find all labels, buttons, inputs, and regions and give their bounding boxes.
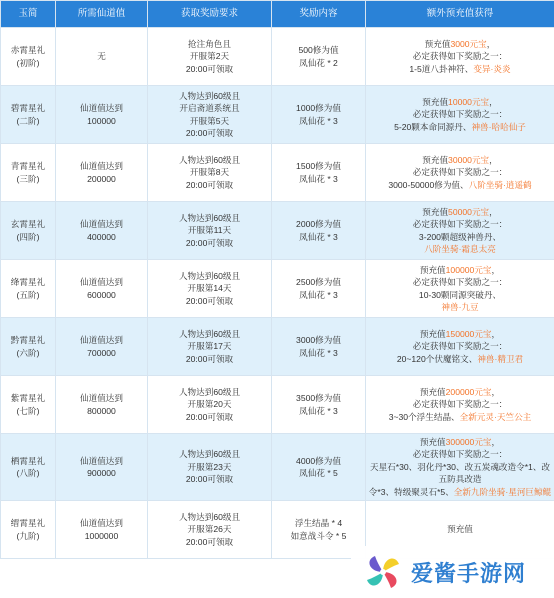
required-value-cell [56,202,148,260]
cell-line: (二阶) [16,115,40,126]
requirement-cell [148,260,272,318]
extra-prepay-cell [366,434,554,501]
extra-line [368,328,552,340]
table-row [1,86,554,144]
extra-line [368,276,552,288]
cell-line: 仙道值达到 [80,103,123,114]
table-row [1,28,554,86]
extra-line [368,411,552,423]
extra-text: 必定获得如下奖励之一： [412,109,508,120]
extra-text: ， [491,386,501,397]
extra-text: ， [491,436,501,447]
cell-line: 1000修为值 [296,103,341,114]
cell-line: 800000 [87,405,116,416]
cell-line: 开服第14天 [187,283,232,294]
cell-line: 凤仙花 * 2 [299,57,338,68]
cell-line: 3000修为值 [296,335,341,346]
highlight-text: 全新九阶坐骑·星河巨鲸鲲 [453,486,552,497]
cell-line: 仙道值达到 [80,393,123,404]
extra-line [368,96,552,108]
extra-line [368,218,552,230]
required-value-cell [56,318,148,376]
extra-text: 3~30个浮生结晶、 [388,411,460,422]
cell-line: 20:00可领取 [185,353,234,364]
extra-text: 预充值 [419,264,446,275]
extra-line [368,398,552,410]
cell-line: 栖霄星礼 [10,455,46,466]
cell-line: 开服第20天 [187,399,232,410]
cell-line: 凤仙花 * 3 [299,405,338,416]
extra-line [368,38,552,50]
extra-text: ， [489,96,498,107]
cell-line: 1500修为值 [296,161,341,172]
cell-line: 人物达到60级且 [178,270,241,281]
extra-text: 预充值 [419,328,446,339]
cell-line: 人物达到60级且 [178,386,241,397]
extra-line [368,486,552,498]
cell-line: 2500修为值 [296,277,341,288]
cell-line: 开服第2天 [189,51,230,62]
cell-line: 开服第26天 [187,524,232,535]
cell-line: (六阶) [16,347,40,358]
cell-line: 如意战斗令 * 5 [290,530,347,541]
cell-line: 500修为值 [298,45,339,56]
highlight-text: 30000元宝 [448,154,490,165]
cell-line: 凤仙花 * 3 [299,231,338,242]
highlight-text: 八阶坐骑·逍遥鹤 [468,179,532,190]
tier-name-cell [1,202,56,260]
extra-text: ， [491,328,501,339]
highlight-text: 150000元宝 [445,328,492,339]
highlight-text: 八阶坐骑·霜息太亮 [424,243,496,254]
cell-line: 开服第8天 [189,167,230,178]
cell-line: 20:00可领取 [185,63,234,74]
cell-line: 凤仙花 * 3 [299,173,338,184]
pinwheel-petal [383,558,399,572]
pinwheel-petal [383,572,397,588]
cell-line: (五阶) [16,289,40,300]
extra-text: 1-5道八卦神符、 [409,63,474,74]
cell-line: 玄霄星礼 [10,219,46,230]
highlight-text: 10000元宝 [448,96,490,107]
extra-text: 必定获得如下奖励之一： [412,341,508,352]
cell-line: 4000修为值 [296,455,341,466]
cell-line: 600000 [87,289,116,300]
cell-line: 仙道值达到 [80,335,123,346]
extra-line [368,179,552,191]
cell-line: 抢注角色且 [188,38,231,49]
highlight-text: 变异·炎炎 [473,63,511,74]
cell-line: 开启斋道系统且 [179,103,240,114]
highlight-text: 100000元宝 [445,264,492,275]
requirement-cell [148,202,272,260]
required-value-cell [56,144,148,202]
extra-text: 预充值 [447,524,473,535]
cell-line: 仙道值达到 [80,219,123,230]
cell-line: 20:00可领取 [185,237,234,248]
tier-name-cell [1,434,56,501]
cell-line: 碧霄星礼 [10,103,46,114]
extra-line [368,166,552,178]
extra-text: 预充值 [422,96,449,107]
site-watermark [351,546,554,598]
extra-line [368,231,552,243]
cell-line: (八阶) [16,468,40,478]
requirement-cell [148,86,272,144]
cell-line: 缙霄星礼 [10,518,46,529]
highlight-text: 神兽·哈哈仙子 [471,121,526,132]
cell-line: 凤仙花 * 3 [299,347,338,358]
extra-line [368,243,552,255]
tier-name-cell [1,376,56,434]
reward-cell [272,86,366,144]
extra-prepay-cell [366,260,554,318]
requirement-cell [148,144,272,202]
extra-text: 20~120个伏魔铭文、 [396,353,478,364]
cell-line: (四阶) [16,231,40,242]
cell-line: 人物达到60级且 [178,154,241,165]
tier-name-cell [1,318,56,376]
reward-cell [272,260,366,318]
cell-line: 绛霄星礼 [10,277,46,288]
cell-line: 700000 [87,347,116,358]
cell-line: 100000 [87,115,116,126]
extra-text: ， [491,264,501,275]
tier-name-cell [1,501,56,559]
pinwheel-logo-icon [361,550,405,594]
extra-line [368,63,552,75]
cell-line: 凤仙花 * 3 [299,115,338,126]
pinwheel-petal [369,556,383,572]
reward-cell [272,28,366,86]
extra-prepay-cell [366,318,554,376]
cell-line: 20:00可领取 [185,127,234,138]
required-value-cell [56,501,148,559]
cell-line: 浮生结晶 * 4 [294,518,343,529]
extra-line [368,461,552,486]
extra-line [368,340,552,352]
tier-name-cell [1,260,56,318]
required-value-cell [56,434,148,501]
required-value-cell [56,376,148,434]
table-row [1,202,554,260]
cell-line: 开服第23天 [187,461,232,472]
cell-line: 人物达到60级且 [178,212,241,223]
watermark-text: 爱酱手游网 [411,561,527,587]
extra-prepay-cell [366,376,554,434]
extra-line [368,264,552,276]
cell-line: 人物达到60级且 [178,90,241,101]
cell-line: 无 [97,51,106,62]
cell-line: 900000 [87,468,116,478]
tier-name-cell [1,28,56,86]
reward-cell [272,144,366,202]
highlight-text: 300000元宝 [445,436,492,447]
cell-line: 黔霄星礼 [10,335,46,346]
extra-line [368,154,552,166]
cell-line: 仙道值达到 [80,277,123,288]
extra-text: 预充值 [419,436,446,447]
cell-line: 3500修为值 [296,393,341,404]
cell-line: 紫霄星礼 [10,393,46,404]
cell-line: 人物达到60级且 [178,328,241,339]
extra-text: 5-20颗本命同源丹、 [394,121,472,132]
extra-text: 必定获得如下奖励之一： [412,277,508,288]
required-value-cell [56,28,148,86]
header-row [1,1,554,28]
extra-text: 必定获得如下奖励之一： [412,167,508,178]
header-jade-slip: 玉简 [1,1,56,28]
cell-line: (七阶) [16,405,40,416]
reward-cell [272,202,366,260]
highlight-text: 神兽·精卫君 [477,353,524,364]
requirement-cell [148,28,272,86]
cell-line: (初阶) [16,57,40,68]
required-value-cell [56,260,148,318]
extra-text: 必定获得如下奖励之一： [412,449,508,460]
extra-text: 3000-50000修为值、 [388,179,469,190]
tier-name-cell [1,144,56,202]
pinwheel-petal [367,572,383,586]
extra-line [368,386,552,398]
extra-text: 令*3、特级聚灵石*5、 [368,486,454,497]
table-row [1,260,554,318]
extra-text: 必定获得如下奖励之一： [412,219,508,230]
table-row [1,434,554,501]
table-row [1,144,554,202]
extra-text: 预充值 [419,386,446,397]
header-requirement: 获取奖励要求 [148,1,272,28]
requirement-cell [148,501,272,559]
reward-cell [272,376,366,434]
extra-line [368,108,552,120]
cell-line: (三阶) [16,173,40,184]
highlight-text: 3000元宝 [450,38,487,49]
required-value-cell [56,86,148,144]
extra-line [368,448,552,460]
extra-line [368,301,552,313]
cell-line: 20:00可领取 [185,295,234,306]
highlight-text: 神兽·九豆 [441,301,479,312]
highlight-text: 200000元宝 [445,386,492,397]
requirement-cell [148,434,272,501]
cell-line: 20:00可领取 [185,179,234,190]
extra-line [368,206,552,218]
header-reward: 奖励内容 [272,1,366,28]
cell-line: 赤霄星礼 [10,45,46,56]
extra-line [368,289,552,301]
cell-line: 凤仙花 * 5 [299,468,338,478]
reward-cell [272,318,366,376]
extra-text: ， [489,206,498,217]
extra-text: 天星石*30、羽化丹*30、改五炭魂改造令*1、改五防具改造 [369,461,551,485]
extra-prepay-cell [366,86,554,144]
extra-line [368,436,552,448]
cell-line: 人物达到60级且 [178,449,241,460]
cell-line: 仙道值达到 [80,161,123,172]
extra-prepay-cell [366,202,554,260]
extra-text: ， [489,154,498,165]
highlight-text: 全新元灵·天竺公主 [459,411,532,422]
cell-line: 200000 [87,173,116,184]
extra-line [368,121,552,133]
cell-line: 2000修为值 [296,219,341,230]
extra-text: 预充值 [422,206,449,217]
tier-name-cell [1,86,56,144]
table-row [1,376,554,434]
cell-line: 开服第17天 [187,341,232,352]
extra-line [368,353,552,365]
extra-text: 预充值 [422,154,449,165]
extra-text: 3-200颗超级神兽丹、 [418,231,502,242]
extra-text: 预充值 [424,38,451,49]
cell-line: 400000 [87,231,116,242]
requirement-cell [148,318,272,376]
header-extra-prepay: 额外预充值获得 [366,1,554,28]
cell-line: 开服第5天 [189,115,230,126]
extra-text: 必定获得如下奖励之一： [412,399,508,410]
extra-prepay-cell [366,28,554,86]
cell-line: 仙道值达到 [80,518,123,529]
cell-line: 开服第11天 [187,225,232,236]
extra-text: ， [486,38,496,49]
header-required-value: 所需仙道值 [56,1,148,28]
highlight-text: 50000元宝 [448,206,490,217]
cell-line: 人物达到60级且 [178,511,241,522]
extra-line [368,50,552,62]
table-row [1,318,554,376]
extra-line [368,523,552,535]
cell-line: 凤仙花 * 3 [299,289,338,300]
cell-line: 1000000 [84,530,119,541]
requirement-cell [148,376,272,434]
extra-text: 10-30颗同源突破丹、 [418,289,502,300]
cell-line: 青霄星礼 [10,161,46,172]
reward-cell [272,434,366,501]
cell-line: 20:00可领取 [185,474,234,485]
extra-text: 必定获得如下奖励之一： [412,51,508,62]
cell-line: 20:00可领取 [185,411,234,422]
cell-line: 20:00可领取 [185,536,234,547]
extra-prepay-cell [366,144,554,202]
cell-line: (九阶) [16,530,40,541]
cell-line: 仙道值达到 [80,455,123,466]
